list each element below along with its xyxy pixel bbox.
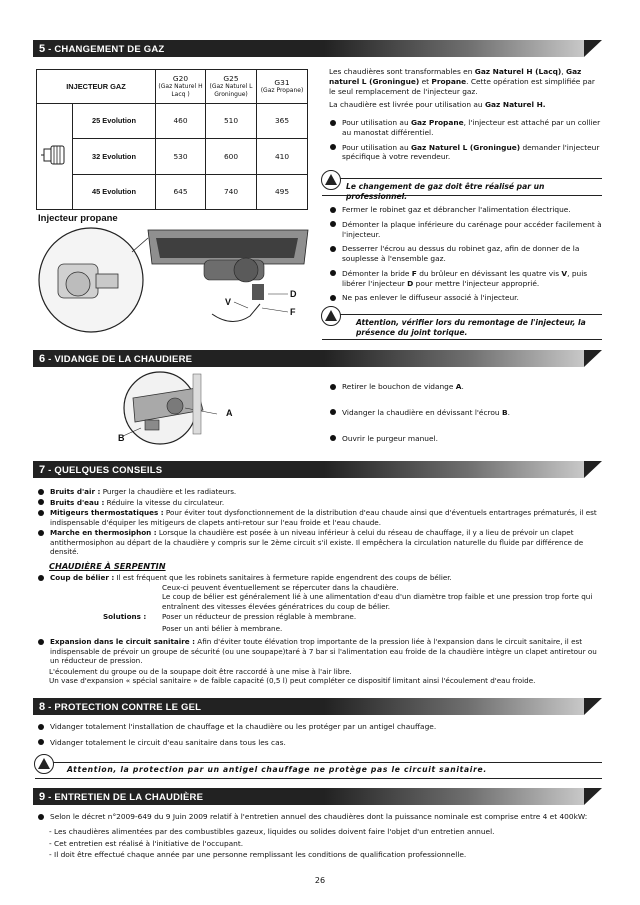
delivery-paragraph: La chaudière est livrée pour utilisation au Gaz Naturel H. [329, 100, 546, 110]
list-item: Fermer le robinet gaz et débrancher l'alimentation électrique. [329, 205, 602, 215]
model-cell: 32 Evolution [73, 139, 156, 175]
table-row [37, 139, 308, 175]
model-cell: 45 Evolution [73, 175, 156, 210]
section-5-header [33, 40, 602, 57]
value-cell: 645 [156, 175, 206, 210]
section-5-steps [329, 205, 602, 308]
value-cell: 460 [156, 104, 206, 139]
list-item: Marche en thermosiphon : Lorsque la chaudière est posée à un niveau inférieur à celui du réseau de chauffage, il y a lieu de prévoir un clapet antithermosiphon au départ de la chaudière y compris sur le 2ème circuit s'il existe. Il empêchera la circulation naturelle du fluide par différence de densité. [37, 528, 602, 557]
list-item: Expansion dans le circuit sanitaire : Afin d'éviter toute élévation trop importante de la pression liée à l'expansion dans le circuit sanitaire, il est indispensable de prévoir un groupe de sécurité (ou une soupape)taré à 7 bar si l'alimentation eau froide de la chaudière intègre un clapet antiretour ou un réducteur de pression. [37, 637, 602, 666]
value-cell: 410 [257, 139, 308, 175]
injector-icon [37, 104, 73, 210]
text-line: Le coup de bélier est généralement lié à une alimentation d'eau d'un diamètre trop faible et une pression trop forte qui entraînent des vitesses élevées génératrices du coup de bélier. [162, 592, 593, 611]
text-line: L'écoulement du groupe ou de la soupape doit être raccordé à une mise à l'air libre. [49, 666, 352, 676]
section-7-text [37, 487, 602, 686]
text-line: Ceux-ci peuvent éventuellement se répercuter dans la chaudière. [162, 582, 399, 592]
label-d: D [290, 289, 297, 299]
list-item: Selon le décret n°2009-649 du 9 Juin 2009 relatif à l'entretien annuel des chaudières dont la puissance nominale est comprise entre 4 et 400kW: [37, 812, 602, 822]
figure-title: Injecteur propane [38, 213, 118, 224]
value-cell: 495 [257, 175, 308, 210]
text-line: - Cet entretien est réalisé à l'initiative de l'occupant. [49, 838, 244, 848]
list-item: Démonter la bride F du brûleur en dévissant les quatre vis V, puis libérer l'injecteur D pour mettre l'injecteur approprié. [329, 269, 602, 289]
list-item: Coup de bélier : Il est fréquent que les robinets sanitaires à fermeture rapide engendrent des coups de bélier. [37, 573, 602, 583]
injector-figure [36, 224, 320, 334]
section-8-text [37, 722, 602, 753]
section-7-header: 7 - QUELQUES CONSEILS [33, 461, 602, 478]
warning-box: Le changement de gaz doit être réalisé par un professionnel. [322, 178, 602, 196]
list-item: Vidanger la chaudière en dévissant l'écrou B. [329, 408, 602, 418]
section-9-header: 9 - ENTRETIEN DE LA CHAUDIÈRE [33, 788, 602, 805]
solutions-line: Solutions : Poser un réducteur de pression réglable à membrane. [103, 612, 357, 622]
warning-icon [34, 754, 54, 774]
label-a: A [226, 408, 233, 418]
intro-paragraph: Les chaudières sont transformables en Gaz Naturel H (Lacq), Gaz naturel L (Groningue) et Propane. Cette opération est simplifiée par le seul remplacement de l'injecteur gaz. [329, 67, 595, 96]
list-item: Ne pas enlever le diffuseur associé à l'injecteur. [329, 293, 602, 303]
value-cell: 365 [257, 104, 308, 139]
text-line: - Il doit être effectué chaque année par une personne remplissant les conditions de qualification professionnelle. [49, 850, 467, 860]
table-header: INJECTEUR GAZ [37, 70, 156, 104]
table-row [37, 104, 308, 139]
text-line: Poser un anti bélier à membrane. [162, 623, 283, 633]
col-g25: G25 (Gaz Naturel L Groningue) [206, 70, 257, 104]
list-item: Ouvrir le purgeur manuel. [329, 434, 602, 444]
col-g31: G31 (Gaz Propane) [257, 70, 308, 104]
list-item: Vidanger totalement le circuit d'eau sanitaire dans tous les cas. [37, 738, 602, 748]
warning-icon [321, 170, 341, 190]
col-g20: G20 (Gaz Naturel H Lacq ) [156, 70, 206, 104]
section-9-text [37, 812, 602, 860]
warning-icon [321, 306, 341, 326]
warning-box: Attention, vérifier lors du remontage de l'injecteur, la présence du joint torique. [322, 314, 602, 340]
list-item: Pour utilisation au Gaz Naturel L (Groningue) demander l'injecteur spécifique à votre revendeur. [329, 143, 602, 163]
list-item: Démonter la plaque inférieure du carénage pour accéder facilement à l'injecteur. [329, 220, 602, 240]
label-f: F [290, 307, 296, 317]
list-item: Vidanger totalement l'installation de chauffage et la chaudière ou les protéger par un antigel chauffage. [37, 722, 602, 732]
label-b: B [118, 433, 125, 443]
value-cell: 510 [206, 104, 257, 139]
list-item: Mitigeurs thermostatiques : Pour éviter tout dysfonctionnement de la distribution d'eau chaude ainsi que d'éventuels entartrages prématurés, il est indispensable d'équiper les mitigeurs de clapets anti-retour sur l'eau froide et l'eau chaude. [37, 508, 602, 527]
list-item: Retirer le bouchon de vidange A. [329, 382, 602, 392]
value-cell: 530 [156, 139, 206, 175]
table-row [37, 175, 308, 210]
model-cell: 25 Evolution [73, 104, 156, 139]
list-item: Bruits d'air : Purger la chaudière et les radiateurs. [37, 487, 602, 497]
section-5-text [329, 67, 602, 167]
section-8-header: 8 - PROTECTION CONTRE LE GEL [33, 698, 602, 715]
section-title: - CHANGEMENT DE GAZ [48, 44, 165, 55]
value-cell: 600 [206, 139, 257, 175]
subheading: CHAUDIÈRE À SERPENTIN [49, 560, 166, 571]
list-item: Pour utilisation au Gaz Propane, l'injecteur est attaché par un collier au manostat différentiel. [329, 118, 602, 138]
section-6-text [329, 382, 602, 448]
injector-table [36, 69, 308, 210]
drain-figure [105, 370, 265, 450]
value-cell: 740 [206, 175, 257, 210]
section-6-header: 6 - VIDANGE DE LA CHAUDIERE [33, 350, 602, 367]
page-number: 26 [314, 876, 326, 885]
list-item: Bruits d'eau : Réduire la vitesse du circulateur. [37, 498, 602, 508]
section-number: 5 [39, 43, 46, 55]
label-v: V [225, 297, 232, 307]
warning-box: Attention, la protection par un antigel chauffage ne protège pas le circuit sanitaire. [35, 762, 602, 779]
list-item: Desserrer l'écrou au dessus du robinet gaz, afin de donner de la souplesse à l'ensemble gaz. [329, 244, 602, 264]
text-line: Un vase d'expansion « spécial sanitaire » de faible capacité (0,5 l) peut compléter ce dispositif limitant ainsi l'écoulement d'eau froide. [49, 676, 536, 686]
text-line: - Les chaudières alimentées par des combustibles gazeux, liquides ou solides doivent faire l'objet d'un entretien annuel. [49, 826, 495, 836]
